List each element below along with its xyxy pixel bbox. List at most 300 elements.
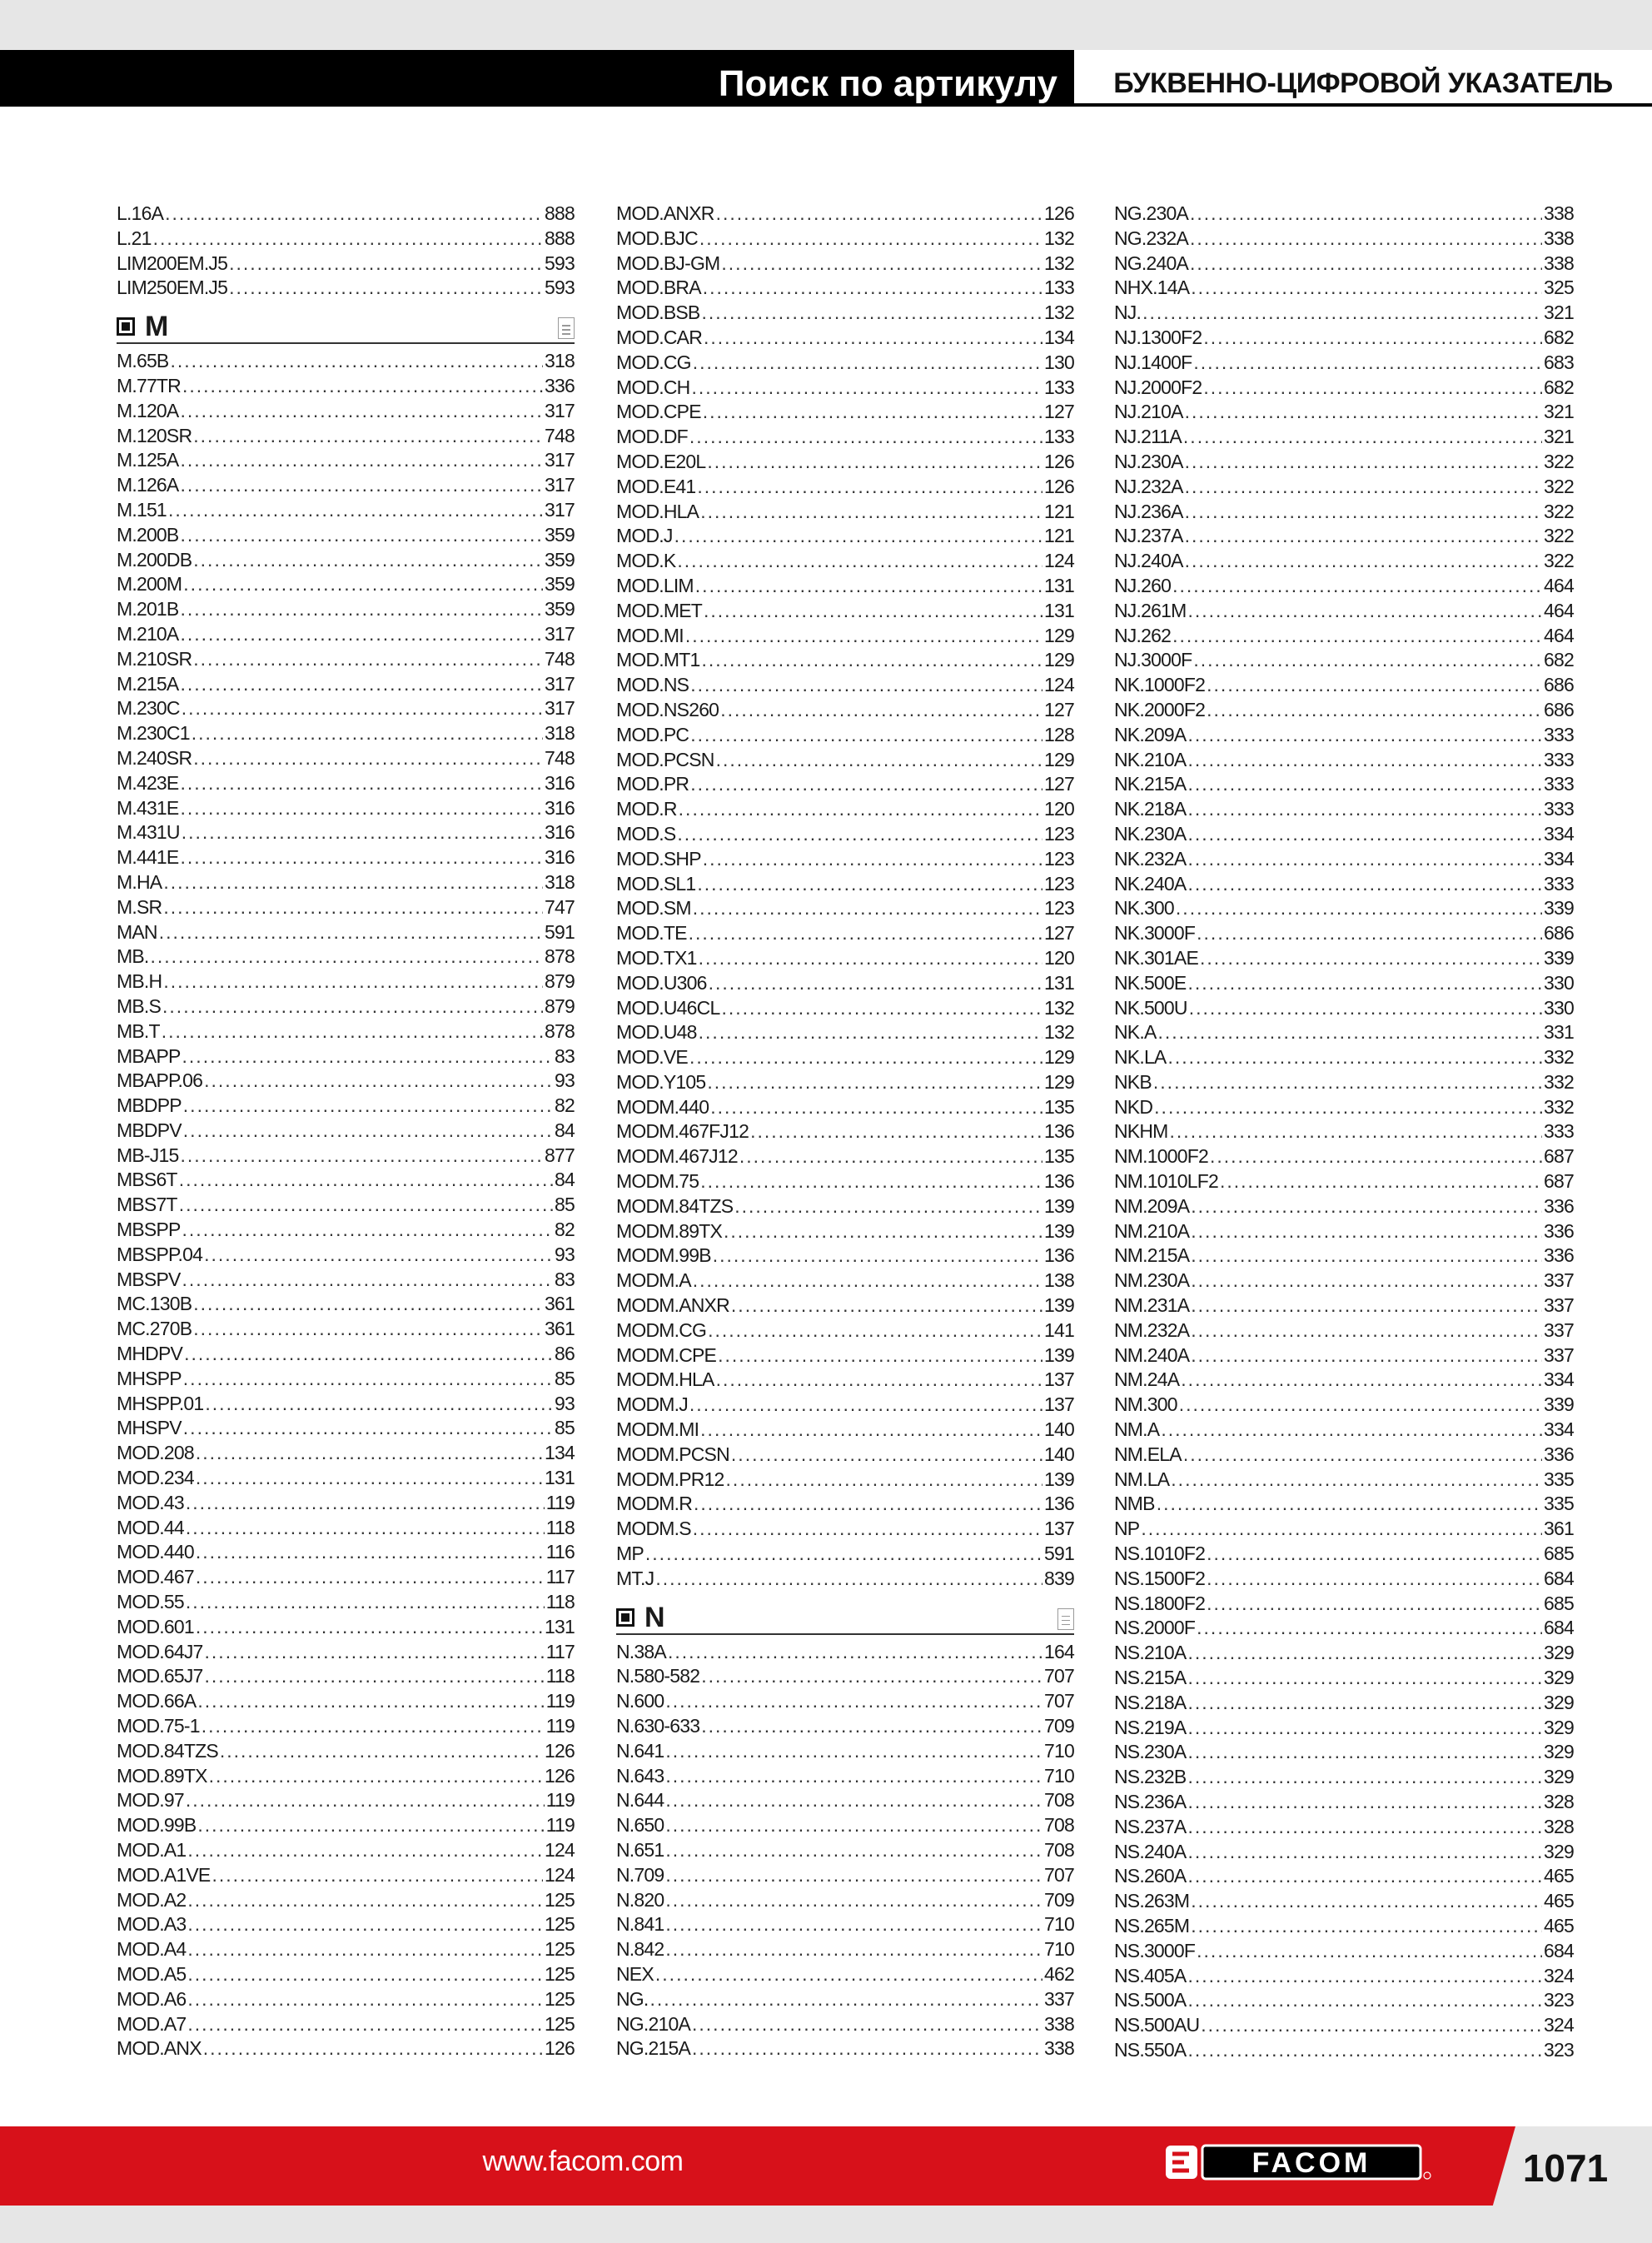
entry-page: 323 bbox=[1544, 1989, 1574, 2011]
entry-page: 85 bbox=[555, 1194, 575, 1216]
index-entry[interactable] bbox=[1114, 1219, 1574, 1244]
dot-leader bbox=[180, 845, 543, 870]
index-entry[interactable] bbox=[616, 1119, 1074, 1144]
index-entry[interactable] bbox=[616, 1863, 1074, 1888]
index-entry[interactable] bbox=[616, 698, 1074, 723]
index-entry[interactable] bbox=[616, 946, 1074, 971]
index-entry[interactable] bbox=[616, 1020, 1074, 1045]
index-entry[interactable] bbox=[616, 1492, 1074, 1517]
index-entry[interactable] bbox=[616, 1393, 1074, 1418]
index-entry[interactable] bbox=[1114, 872, 1574, 897]
index-entry[interactable] bbox=[616, 376, 1074, 401]
index-entry[interactable] bbox=[1114, 1169, 1574, 1194]
index-entry[interactable] bbox=[117, 1987, 575, 2012]
dot-leader bbox=[180, 399, 543, 424]
index-entry[interactable] bbox=[117, 895, 575, 920]
entry-code: NS.550A bbox=[1114, 2038, 1187, 2061]
entry-page: 137 bbox=[1044, 1518, 1074, 1540]
index-entry[interactable] bbox=[117, 945, 575, 969]
index-entry[interactable] bbox=[1114, 1716, 1574, 1741]
index-entry[interactable] bbox=[1114, 1939, 1574, 1964]
index-entry[interactable] bbox=[616, 1542, 1074, 1567]
index-entry[interactable] bbox=[1114, 822, 1574, 847]
index-entry[interactable] bbox=[616, 1813, 1074, 1838]
index-entry[interactable] bbox=[117, 548, 575, 573]
dot-leader bbox=[1154, 1095, 1542, 1120]
index-entry[interactable] bbox=[1114, 1765, 1574, 1790]
index-entry[interactable] bbox=[616, 847, 1074, 872]
index-entry[interactable] bbox=[1114, 2013, 1574, 2038]
index-entry[interactable] bbox=[616, 301, 1074, 326]
entry-code: MBSPP.04 bbox=[117, 1243, 203, 1265]
index-entry[interactable] bbox=[1114, 1790, 1574, 1815]
index-entry[interactable] bbox=[1114, 301, 1574, 326]
entry-code: N.820 bbox=[616, 1888, 664, 1911]
dot-leader bbox=[204, 1243, 553, 1268]
index-entry[interactable] bbox=[117, 2036, 575, 2061]
index-entry[interactable] bbox=[1114, 400, 1574, 425]
index-entry[interactable] bbox=[616, 1888, 1074, 1913]
dot-leader bbox=[665, 1838, 1042, 1863]
index-entry[interactable] bbox=[1114, 1293, 1574, 1318]
entry-code: NS.2000F bbox=[1114, 1617, 1196, 1639]
index-entry[interactable] bbox=[117, 920, 575, 945]
index-entry[interactable] bbox=[1114, 1840, 1574, 1865]
index-entry[interactable] bbox=[1114, 1045, 1574, 1070]
index-entry[interactable] bbox=[616, 1070, 1074, 1095]
index-entry[interactable] bbox=[616, 1045, 1074, 1070]
index-entry[interactable] bbox=[616, 1293, 1074, 1318]
index-entry[interactable] bbox=[616, 1468, 1074, 1493]
entry-code: MOD.R bbox=[616, 798, 677, 820]
dot-leader bbox=[1176, 896, 1542, 921]
index-entry[interactable] bbox=[117, 622, 575, 647]
index-entry[interactable] bbox=[1114, 1119, 1574, 1144]
index-entry[interactable] bbox=[117, 1218, 575, 1243]
index-entry[interactable] bbox=[1114, 376, 1574, 401]
index-entry[interactable] bbox=[117, 1144, 575, 1169]
entry-code: NG.232A bbox=[1114, 227, 1189, 249]
dot-leader bbox=[159, 920, 543, 945]
index-entry[interactable] bbox=[117, 1516, 575, 1541]
index-entry[interactable] bbox=[117, 845, 575, 870]
index-entry[interactable] bbox=[1114, 1964, 1574, 1989]
index-entry[interactable] bbox=[616, 624, 1074, 649]
index-entry[interactable] bbox=[117, 696, 575, 721]
entry-page: 335 bbox=[1544, 1493, 1574, 1515]
index-entry[interactable] bbox=[616, 1962, 1074, 1987]
index-entry[interactable] bbox=[1114, 1418, 1574, 1443]
index-entry[interactable] bbox=[1114, 921, 1574, 946]
index-entry[interactable] bbox=[117, 1094, 575, 1119]
entry-code: M.SR bbox=[117, 895, 162, 918]
index-entry[interactable] bbox=[117, 374, 575, 399]
index-entry[interactable] bbox=[616, 1169, 1074, 1194]
website-link[interactable]: www.facom.com bbox=[482, 2146, 684, 2177]
index-entry[interactable] bbox=[1114, 1691, 1574, 1716]
index-entry[interactable] bbox=[616, 996, 1074, 1021]
index-entry[interactable] bbox=[117, 870, 575, 895]
index-entry[interactable] bbox=[616, 1194, 1074, 1219]
index-entry[interactable] bbox=[1114, 524, 1574, 549]
index-entry[interactable] bbox=[117, 227, 575, 252]
dot-leader bbox=[1183, 1443, 1542, 1468]
index-entry[interactable] bbox=[616, 326, 1074, 351]
entry-page: 125 bbox=[545, 1888, 575, 1911]
dot-leader bbox=[153, 227, 543, 252]
entry-code: MODM.467FJ12 bbox=[616, 1120, 749, 1143]
index-entry[interactable] bbox=[616, 351, 1074, 376]
index-entry[interactable] bbox=[1114, 1592, 1574, 1617]
index-entry[interactable] bbox=[117, 1664, 575, 1689]
index-entry[interactable] bbox=[117, 498, 575, 523]
index-entry[interactable] bbox=[1114, 1542, 1574, 1567]
index-entry[interactable] bbox=[616, 1219, 1074, 1244]
dot-leader bbox=[184, 1342, 553, 1367]
index-entry[interactable] bbox=[616, 1689, 1074, 1714]
entry-code: MOD.MT1 bbox=[616, 649, 700, 671]
index-entry[interactable] bbox=[616, 673, 1074, 698]
index-entry[interactable] bbox=[1114, 1343, 1574, 1368]
index-entry[interactable] bbox=[1114, 723, 1574, 748]
index-entry[interactable] bbox=[616, 1764, 1074, 1789]
index-entry[interactable] bbox=[1114, 748, 1574, 773]
entry-code: NJ.3000F bbox=[1114, 649, 1192, 671]
index-entry[interactable] bbox=[616, 872, 1074, 897]
entry-code: NG. bbox=[616, 1987, 649, 2010]
index-entry[interactable] bbox=[117, 1268, 575, 1293]
index-entry[interactable] bbox=[117, 1044, 575, 1069]
dot-leader bbox=[1167, 1045, 1542, 1070]
dot-leader bbox=[726, 1468, 1042, 1493]
index-entry[interactable] bbox=[616, 1443, 1074, 1468]
index-entry[interactable] bbox=[1114, 648, 1574, 673]
index-entry[interactable] bbox=[616, 202, 1074, 227]
index-entry[interactable] bbox=[616, 1714, 1074, 1739]
index-entry[interactable] bbox=[117, 1019, 575, 1044]
index-entry[interactable] bbox=[1114, 1144, 1574, 1169]
index-entry[interactable] bbox=[117, 1739, 575, 1764]
index-entry[interactable] bbox=[1114, 276, 1574, 301]
index-entry[interactable] bbox=[117, 1292, 575, 1317]
index-entry[interactable] bbox=[1114, 1616, 1574, 1641]
index-entry[interactable] bbox=[1114, 1468, 1574, 1493]
index-entry[interactable] bbox=[1114, 351, 1574, 376]
index-entry[interactable] bbox=[117, 1119, 575, 1144]
index-entry[interactable] bbox=[117, 1615, 575, 1640]
dot-leader bbox=[665, 1739, 1042, 1764]
index-entry[interactable] bbox=[1114, 1244, 1574, 1269]
index-entry[interactable] bbox=[1114, 1269, 1574, 1293]
dot-leader bbox=[1191, 1194, 1542, 1219]
index-entry[interactable] bbox=[616, 1912, 1074, 1937]
index-entry[interactable] bbox=[117, 1788, 575, 1813]
index-entry[interactable] bbox=[1114, 971, 1574, 996]
index-entry[interactable] bbox=[117, 473, 575, 498]
index-entry[interactable] bbox=[1114, 202, 1574, 227]
index-entry[interactable] bbox=[1114, 574, 1574, 599]
dot-leader bbox=[209, 1764, 543, 1789]
dot-leader bbox=[1187, 772, 1542, 797]
dot-leader bbox=[229, 252, 543, 277]
dot-leader bbox=[196, 1441, 543, 1466]
index-entry[interactable] bbox=[616, 1144, 1074, 1169]
index-entry[interactable] bbox=[616, 1095, 1074, 1120]
entry-code: MHSPP bbox=[117, 1367, 182, 1389]
index-entry[interactable] bbox=[117, 820, 575, 845]
index-entry[interactable] bbox=[1114, 996, 1574, 1021]
index-entry[interactable] bbox=[1114, 847, 1574, 872]
index-entry[interactable] bbox=[1114, 797, 1574, 822]
entry-page: 465 bbox=[1544, 1890, 1574, 1912]
index-entry[interactable] bbox=[117, 1466, 575, 1491]
index-entry[interactable] bbox=[1114, 1641, 1574, 1666]
entry-page: 336 bbox=[1544, 1244, 1574, 1267]
entry-code: NP bbox=[1114, 1518, 1140, 1540]
index-entry[interactable] bbox=[1114, 599, 1574, 624]
index-entry[interactable] bbox=[117, 597, 575, 622]
entry-code: MODM.467J12 bbox=[616, 1145, 738, 1168]
index-entry[interactable] bbox=[1114, 1194, 1574, 1219]
index-entry[interactable] bbox=[117, 1590, 575, 1615]
entry-page: 127 bbox=[1044, 773, 1074, 795]
entry-page: 321 bbox=[1544, 302, 1574, 324]
index-entry[interactable] bbox=[117, 572, 575, 597]
index-entry[interactable] bbox=[1114, 1070, 1574, 1095]
entry-page: 334 bbox=[1544, 822, 1574, 845]
index-entry[interactable] bbox=[616, 1368, 1074, 1393]
entry-code: MOD.ANXR bbox=[616, 202, 714, 224]
index-entry[interactable] bbox=[616, 1343, 1074, 1368]
index-entry[interactable] bbox=[616, 748, 1074, 773]
index-entry[interactable] bbox=[616, 1838, 1074, 1863]
index-entry[interactable] bbox=[616, 1318, 1074, 1343]
dot-leader bbox=[724, 1219, 1042, 1244]
index-entry[interactable] bbox=[117, 721, 575, 746]
index-entry[interactable] bbox=[1114, 1318, 1574, 1343]
index-entry[interactable] bbox=[117, 1565, 575, 1590]
index-entry[interactable] bbox=[117, 1640, 575, 1665]
index-entry[interactable] bbox=[117, 202, 575, 227]
index-entry[interactable] bbox=[616, 524, 1074, 549]
index-entry[interactable] bbox=[616, 574, 1074, 599]
entry-code: NS.215A bbox=[1114, 1667, 1187, 1689]
index-entry[interactable] bbox=[1114, 1393, 1574, 1418]
index-entry[interactable] bbox=[117, 2012, 575, 2037]
index-entry[interactable] bbox=[117, 1416, 575, 1441]
entry-page: 591 bbox=[545, 920, 575, 943]
index-entry[interactable] bbox=[616, 723, 1074, 748]
index-entry[interactable] bbox=[616, 648, 1074, 673]
index-entry[interactable] bbox=[1114, 1517, 1574, 1542]
entry-page: 119 bbox=[545, 1715, 575, 1737]
index-entry[interactable] bbox=[117, 1764, 575, 1789]
entry-code: M.240SR bbox=[117, 746, 192, 769]
index-entry[interactable] bbox=[1114, 1020, 1574, 1045]
index-entry[interactable] bbox=[117, 771, 575, 796]
index-entry[interactable] bbox=[616, 400, 1074, 425]
index-entry[interactable] bbox=[117, 1491, 575, 1516]
index-entry[interactable] bbox=[616, 1664, 1074, 1689]
index-entry[interactable] bbox=[616, 1640, 1074, 1665]
index-entry[interactable] bbox=[616, 227, 1074, 252]
index-entry[interactable] bbox=[1114, 1443, 1574, 1468]
index-entry[interactable] bbox=[616, 500, 1074, 525]
index-entry[interactable] bbox=[117, 399, 575, 424]
dot-leader bbox=[1187, 1988, 1542, 2013]
index-entry[interactable] bbox=[1114, 326, 1574, 351]
index-entry[interactable] bbox=[1114, 772, 1574, 797]
index-entry[interactable] bbox=[616, 2036, 1074, 2061]
entry-page: 118 bbox=[545, 1665, 575, 1687]
dot-leader bbox=[1197, 1616, 1542, 1641]
index-entry[interactable] bbox=[117, 349, 575, 374]
index-entry[interactable] bbox=[1114, 1492, 1574, 1517]
index-entry[interactable] bbox=[117, 746, 575, 771]
index-entry[interactable] bbox=[1114, 2038, 1574, 2063]
index-entry[interactable] bbox=[117, 994, 575, 1019]
index-entry[interactable] bbox=[616, 1937, 1074, 1962]
dot-leader bbox=[1187, 723, 1542, 748]
index-entry[interactable] bbox=[1114, 896, 1574, 921]
index-entry[interactable] bbox=[117, 1392, 575, 1417]
index-entry[interactable] bbox=[117, 1342, 575, 1367]
index-entry[interactable] bbox=[1114, 1988, 1574, 2013]
entry-page: 325 bbox=[1544, 277, 1574, 299]
entry-code: M.120SR bbox=[117, 424, 192, 446]
index-entry[interactable] bbox=[1114, 946, 1574, 971]
entry-code: MOD.E41 bbox=[616, 475, 696, 497]
index-entry[interactable] bbox=[117, 1714, 575, 1739]
index-entry[interactable] bbox=[1114, 227, 1574, 252]
index-entry[interactable] bbox=[616, 797, 1074, 822]
index-entry[interactable] bbox=[616, 921, 1074, 946]
dot-leader bbox=[1201, 2013, 1542, 2038]
index-entry[interactable] bbox=[616, 772, 1074, 797]
index-entry[interactable] bbox=[616, 971, 1074, 996]
index-entry[interactable] bbox=[117, 796, 575, 821]
index-entry[interactable] bbox=[117, 1838, 575, 1863]
entry-code: NG.210A bbox=[616, 2012, 691, 2035]
dot-leader bbox=[703, 400, 1042, 425]
index-entry[interactable] bbox=[1114, 1567, 1574, 1592]
index-entry[interactable] bbox=[117, 424, 575, 449]
index-entry[interactable] bbox=[117, 1069, 575, 1094]
index-entry[interactable] bbox=[1114, 500, 1574, 525]
index-entry[interactable] bbox=[1114, 252, 1574, 277]
entry-page: 132 bbox=[1044, 996, 1074, 1019]
index-entry[interactable] bbox=[117, 1367, 575, 1392]
index-entry[interactable] bbox=[117, 448, 575, 473]
dot-leader bbox=[690, 723, 1042, 748]
index-entry[interactable] bbox=[117, 672, 575, 697]
entry-code: MB.S bbox=[117, 994, 162, 1017]
index-entry[interactable] bbox=[616, 1567, 1074, 1592]
index-entry[interactable] bbox=[1114, 673, 1574, 698]
index-entry[interactable] bbox=[1114, 1864, 1574, 1889]
section-letter: M bbox=[145, 311, 169, 343]
index-entry[interactable] bbox=[616, 252, 1074, 277]
index-entry[interactable] bbox=[117, 1813, 575, 1838]
index-entry[interactable] bbox=[1114, 1095, 1574, 1120]
index-entry[interactable] bbox=[616, 822, 1074, 847]
index-entry[interactable] bbox=[616, 1739, 1074, 1764]
entry-page: 334 bbox=[1544, 1418, 1574, 1441]
index-entry[interactable] bbox=[117, 276, 575, 301]
index-entry[interactable] bbox=[616, 1987, 1074, 2012]
index-entry[interactable] bbox=[1114, 1740, 1574, 1765]
index-entry[interactable] bbox=[616, 276, 1074, 301]
index-entry[interactable] bbox=[616, 475, 1074, 500]
index-entry[interactable] bbox=[117, 1168, 575, 1193]
index-entry[interactable] bbox=[117, 523, 575, 548]
index-entry[interactable] bbox=[1114, 1889, 1574, 1914]
index-entry[interactable] bbox=[1114, 698, 1574, 723]
index-entry[interactable] bbox=[1114, 425, 1574, 450]
index-entry[interactable] bbox=[1114, 624, 1574, 649]
index-entry[interactable] bbox=[117, 1962, 575, 1987]
index-entry[interactable] bbox=[616, 549, 1074, 574]
index-entry[interactable] bbox=[117, 1937, 575, 1962]
index-entry[interactable] bbox=[117, 1193, 575, 1218]
index-entry[interactable] bbox=[117, 1863, 575, 1888]
index-entry[interactable] bbox=[616, 599, 1074, 624]
index-entry[interactable] bbox=[1114, 1666, 1574, 1691]
index-entry[interactable] bbox=[616, 1244, 1074, 1269]
index-entry[interactable] bbox=[616, 425, 1074, 450]
index-entry[interactable] bbox=[117, 252, 575, 277]
index-entry[interactable] bbox=[117, 1540, 575, 1565]
entry-code: NM.209A bbox=[1114, 1194, 1190, 1217]
entry-code: NS.237A bbox=[1114, 1815, 1187, 1837]
index-entry[interactable] bbox=[1114, 450, 1574, 475]
entry-page: 877 bbox=[545, 1144, 575, 1166]
entry-code: NK.210A bbox=[1114, 748, 1187, 770]
index-entry[interactable] bbox=[1114, 1815, 1574, 1840]
dot-leader bbox=[695, 574, 1042, 599]
index-entry[interactable] bbox=[1114, 1368, 1574, 1393]
index-entry[interactable] bbox=[1114, 475, 1574, 500]
section-letter: N bbox=[644, 1601, 665, 1633]
entry-page: 687 bbox=[1544, 1170, 1574, 1193]
index-entry[interactable] bbox=[616, 896, 1074, 921]
index-entry[interactable] bbox=[117, 969, 575, 994]
entry-page: 709 bbox=[1044, 1888, 1074, 1911]
entry-page: 121 bbox=[1044, 500, 1074, 522]
index-entry[interactable] bbox=[117, 1317, 575, 1342]
index-entry[interactable] bbox=[616, 1517, 1074, 1542]
entry-page: 123 bbox=[1044, 822, 1074, 845]
index-entry[interactable] bbox=[616, 1788, 1074, 1813]
index-entry[interactable] bbox=[117, 1441, 575, 1466]
index-entry[interactable] bbox=[117, 647, 575, 672]
index-entry[interactable] bbox=[616, 2012, 1074, 2037]
entry-page: 318 bbox=[545, 722, 575, 745]
index-entry[interactable] bbox=[616, 450, 1074, 475]
dot-leader bbox=[689, 425, 1042, 450]
index-entry[interactable] bbox=[1114, 549, 1574, 574]
index-entry[interactable] bbox=[117, 1689, 575, 1714]
index-entry[interactable] bbox=[117, 1912, 575, 1937]
index-entry[interactable] bbox=[117, 1888, 575, 1913]
entry-code: MBS7T bbox=[117, 1194, 177, 1216]
index-entry[interactable] bbox=[1114, 1914, 1574, 1939]
index-entry[interactable] bbox=[117, 1243, 575, 1268]
dot-leader bbox=[1207, 673, 1542, 698]
index-entry[interactable] bbox=[616, 1269, 1074, 1293]
index-entry[interactable] bbox=[616, 1418, 1074, 1443]
entry-page: 137 bbox=[1044, 1368, 1074, 1391]
